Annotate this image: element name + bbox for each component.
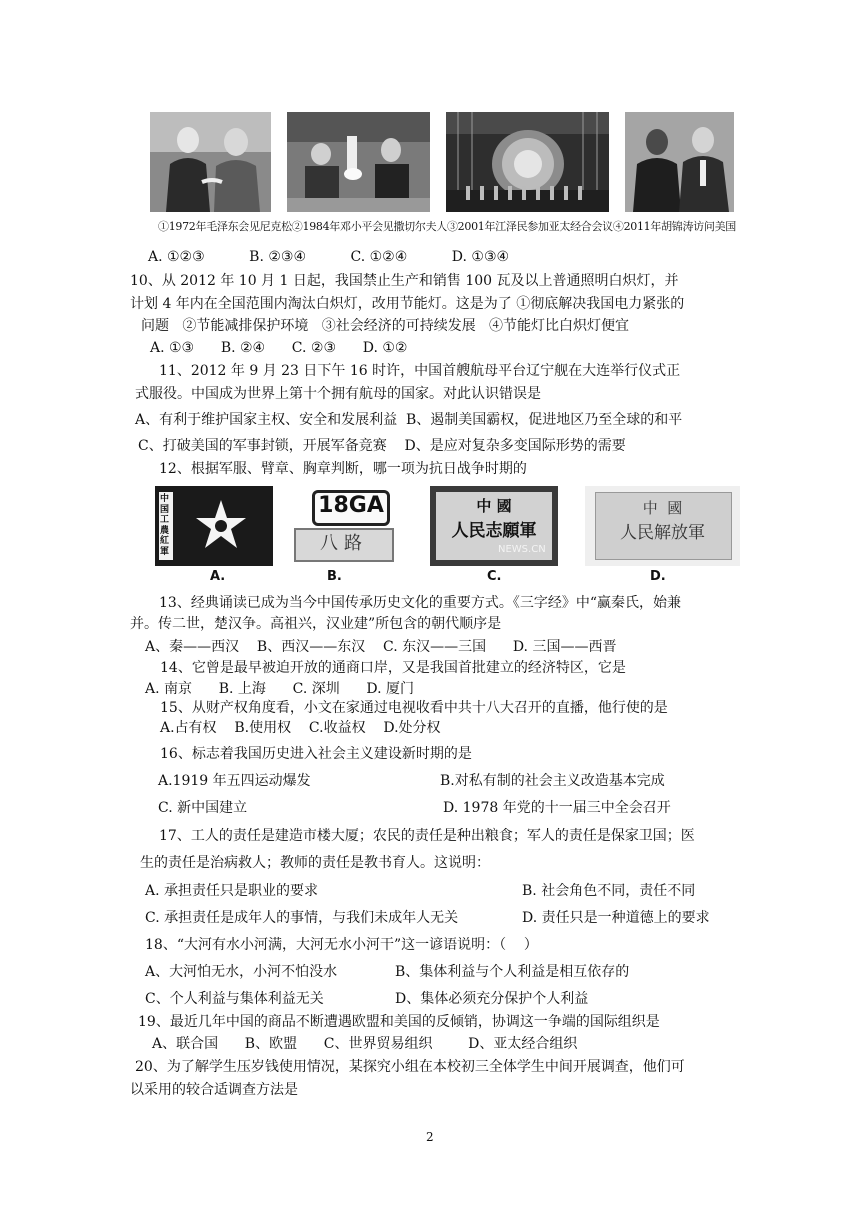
q20-stem-line1: 20、为了解学生压岁钱使用情况，某探究小组在本校初三全体学生中间开展调查，他们可	[135, 1059, 685, 1075]
q14-options: A. 南京 B. 上海 C. 深圳 D. 厦门	[145, 681, 415, 697]
q13-stem-line1: 13、经典诵读已成为当今中国传承历史文化的重要方式。《三字经》中“赢秦氏，始兼	[159, 595, 681, 611]
badge-b-eighth-route	[290, 486, 398, 566]
q10-options: A. ①③ B. ②④ C. ②③ D. ①②	[150, 340, 408, 356]
badge-d-pla	[585, 486, 740, 566]
badge-c-watermark: NEWS.CN	[498, 544, 546, 555]
q16-option-a: A.1919 年五四运动爆发	[158, 773, 311, 789]
q11-stem-line1: 11、2012 年 9 月 23 日下午 16 时许，中国首艘航母平台辽宁舰在大连举行仪式正	[159, 363, 681, 379]
q16-stem: 16、标志着我国历史进入社会主义建设新时期的是	[160, 746, 472, 762]
q17-option-b: B. 社会角色不同，责任不同	[522, 883, 696, 899]
q19-options: A、联合国 B、欧盟 C、世界贸易组织 D、亚太经合组织	[152, 1036, 578, 1052]
q15-options: A.占有权 B.使用权 C.收益权 D.处分权	[160, 720, 441, 736]
q10-stem-line1: 10、从 2012 年 10 月 1 日起，我国禁止生产和销售 100 瓦及以上普通照明白炽灯，并	[130, 273, 679, 289]
photo-hu-obama	[625, 112, 734, 212]
q18-option-b: B、集体利益与个人利益是相互依存的	[395, 964, 630, 980]
q17-option-a: A. 承担责任只是职业的要求	[145, 883, 319, 899]
q9-options: A. ①②③ B. ②③④ C. ①②④ D. ①③④	[148, 249, 510, 265]
badge-a-red-army	[155, 486, 273, 566]
q10-stem-line3: 问题 ②节能减排保护环境 ③社会经济的可持续发展 ④节能灯比白炽灯便宜	[141, 318, 630, 334]
photo-mao-nixon	[150, 112, 271, 212]
q11-stem-line2: 式服役。中国成为世界上第十个拥有航母的国家。对此认识错误是	[135, 386, 541, 402]
q17-option-d: D. 责任只是一种道德上的要求	[522, 910, 710, 926]
q16-option-b: B.对私有制的社会主义改造基本完成	[440, 773, 665, 789]
q15-stem: 15、从财产权角度看，小文在家通过电视收看中共十八大召开的直播，他行使的是	[160, 700, 668, 716]
badge-d-line1: 中 國	[642, 499, 683, 517]
badge-b-top-text: 18GA	[318, 493, 384, 518]
q12-stem: 12、根据军服、臂章、胸章判断，哪一项为抗日战争时期的	[159, 461, 527, 477]
photos-caption: ①1972年毛泽东会见尼克松②1984年邓小平会见撒切尔夫人③2001年江泽民参加亚太经合会议④2011年胡锦涛访问美国	[158, 220, 736, 233]
photo-deng-thatcher	[287, 112, 430, 212]
photo-apec-2001	[446, 112, 609, 212]
q13-options: A、秦——西汉 B、西汉——东汉 C. 东汉——三国 D. 三国——西晋	[145, 639, 617, 655]
q10-stem-line2: 计划 4 年内在全国范围内淘汰白炽灯，改用节能灯。这是为了 ①彻底解决我国电力紧张的	[130, 296, 685, 312]
q17-option-c: C. 承担责任是成年人的事情，与我们未成年人无关	[145, 910, 459, 926]
page-number: 2	[426, 1130, 434, 1144]
badge-d-line2: 人民解放軍	[620, 523, 705, 543]
badge-b-bottom-text: 八路	[320, 533, 368, 554]
q17-stem-line2: 生的责任是治病救人；教师的责任是教书育人。这说明：	[140, 855, 490, 871]
q13-stem-line2: 并。传二世，楚汉争。高祖兴，汉业建”所包含的朝代顺序是	[130, 616, 502, 632]
badge-label-d: D.	[650, 569, 666, 584]
badge-c-line1: 中 國	[476, 497, 512, 515]
badge-c-volunteers	[430, 486, 558, 566]
badge-a-text: 中国工農紅軍	[160, 494, 170, 557]
badge-label-c: C.	[487, 569, 502, 584]
q18-option-d: D、集体必须充分保护个人利益	[395, 991, 589, 1007]
badge-label-b: B.	[327, 569, 342, 584]
q20-stem-line2: 以采用的较合适调查方法是	[130, 1082, 298, 1098]
q11-options-ab: A、有利于维护国家主权、安全和发展利益 B、遏制美国霸权，促进地区乃至全球的和平	[135, 412, 683, 428]
q19-stem: 19、最近几年中国的商品不断遭遇欧盟和美国的反倾销，协调这一争端的国际组织是	[138, 1014, 660, 1030]
q18-option-a: A、大河怕无水，小河不怕没水	[145, 964, 338, 980]
badge-label-a: A.	[210, 569, 226, 584]
q17-stem-line1: 17、工人的责任是建造市楼大厦；农民的责任是种出粮食；军人的责任是保家卫国；医	[159, 828, 695, 844]
q14-stem: 14、它曾是最早被迫开放的通商口岸，又是我国首批建立的经济特区，它是	[160, 660, 626, 676]
q11-options-cd: C、打破美国的军事封锁，开展军备竞赛 D、是应对复杂多变国际形势的需要	[138, 438, 626, 454]
q16-option-c: C. 新中国建立	[158, 800, 248, 816]
q18-stem: 18、“大河有水小河满，大河无水小河干”这一谚语说明：（ ）	[145, 937, 538, 953]
q18-option-c: C、个人利益与集体利益无关	[145, 991, 324, 1007]
q16-option-d: D. 1978 年党的十一届三中全会召开	[443, 800, 671, 816]
badge-c-line2: 人民志願軍	[451, 521, 537, 541]
